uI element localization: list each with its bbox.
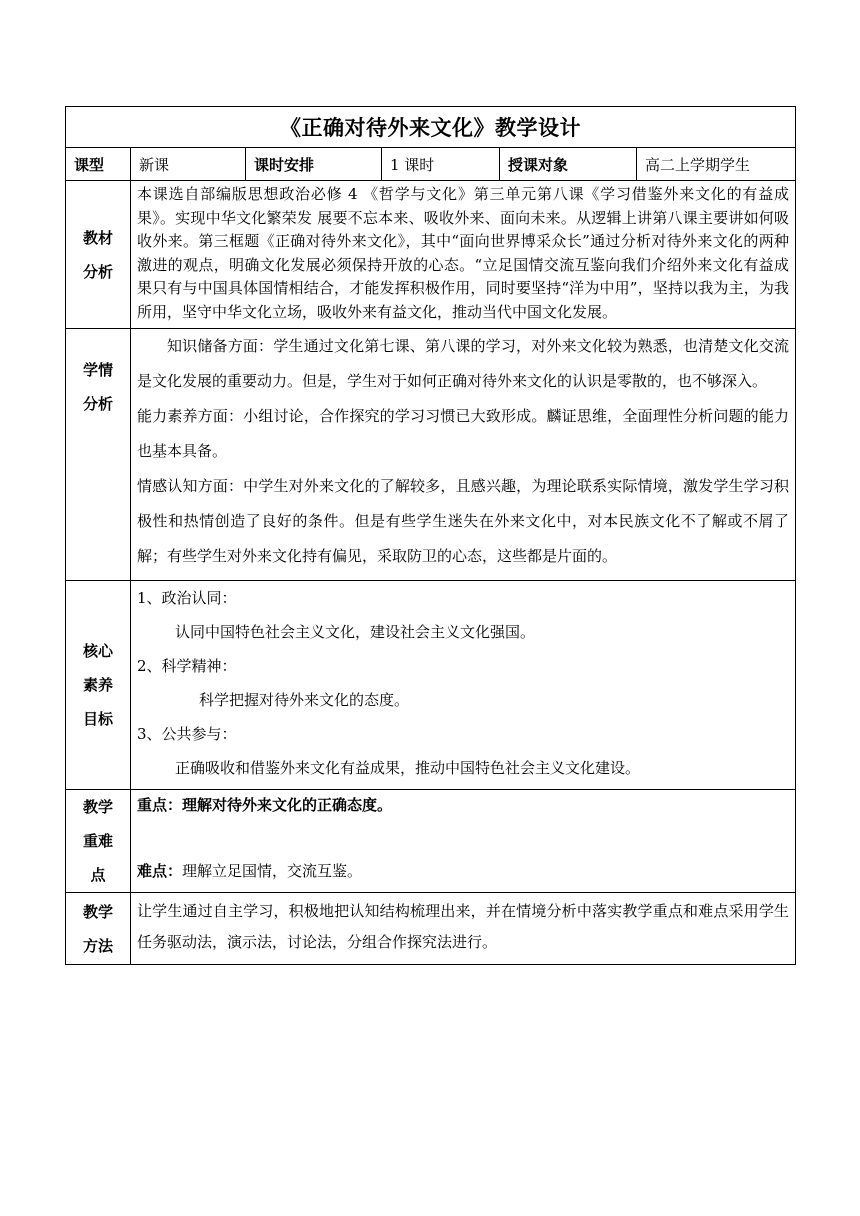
students-ability: 能力素养方面：小组讨论，合作探究的学习习惯已大致形成。麟证思维，全面理性分析问题的能力也基本具备。 <box>137 407 790 460</box>
meta-row <box>66 148 796 181</box>
schedule-value: 1 课时 <box>382 148 500 181</box>
keypoints-label: 教学 重难 点 <box>66 790 131 893</box>
difficult-point-label: 难点： <box>137 862 183 880</box>
material-text: 本课选自部编版思想政治必修 4 《哲学与文化》第三单元第八课《学习借鉴外来文化的有益成果》。实现中华文化繁荣发 展要不忘本来、吸收外来、面向未来。从逻辑上讲第八课主要讲如何吸收外来。第三框题《正确对待外来文化》，其中“面向世界博采众长”通过分析对待外来文化的两种激进的观点，明确文化发展必须保持开放的心态。“立足国情交流互鉴向我们介绍外来文化有益成果只有与中国具体国情相结合，才能发挥积极作用，同时要坚持“洋为中用”，坚持以我为主，为我所用，坚守中华文化立场，吸收外来有益文化，推动当代中国文化发展。 <box>131 181 796 329</box>
key-point: 重点：理解对待外来文化的正确态度。 <box>137 796 393 814</box>
difficult-point <box>137 859 789 883</box>
literacy-label: 核心 素养 目标 <box>66 581 131 790</box>
keypoints-row <box>66 790 796 893</box>
literacy-item-3-title: 3、公共参与： <box>137 725 237 743</box>
method-label: 教学 方法 <box>66 893 131 965</box>
literacy-item-1-text: 认同中国特色社会主义文化，建设社会主义文化强国。 <box>175 623 536 641</box>
literacy-item-3-text: 正确吸收和借鉴外来文化有益成果，推动中国特色社会主义文化建设。 <box>175 759 641 777</box>
method-text: 让学生通过自主学习，积极地把认知结构梳理出来，并在情境分析中落实教学重点和难点采用学生任务驱动法，演示法，讨论法，分组合作探究法进行。 <box>131 893 796 965</box>
students-emotion: 情感认知方面：中学生对外来文化的了解较多，且感兴趣，为理论联系实际情境，激发学生学习积极性和热情创造了良好的条件。但是有些学生迷失在外来文化中，对本民族文化不了解或不屑了解；有些学生对外来文化持有偏见，采取防卫的心态，这些都是片面的。 <box>137 477 790 565</box>
literacy-item-1-title: 1、政治认同： <box>137 589 237 607</box>
material-row <box>66 181 796 329</box>
type-value: 新课 <box>131 148 246 181</box>
literacy-goals <box>131 581 796 790</box>
literacy-item-2-text: 科学把握对待外来文化的态度。 <box>199 691 410 709</box>
keypoints-text <box>131 790 796 893</box>
students-text <box>131 329 796 581</box>
audience-value: 高二上学期学生 <box>637 148 796 181</box>
students-row <box>66 329 796 581</box>
schedule-label: 课时安排 <box>246 148 382 181</box>
literacy-row <box>66 581 796 790</box>
material-label: 教材 分析 <box>66 181 131 329</box>
document-title: 《正确对待外来文化》教学设计 <box>66 107 796 148</box>
difficult-point-text: 理解立足国情，交流互鉴。 <box>182 862 363 880</box>
method-row <box>66 893 796 965</box>
literacy-item-2-title: 2、科学精神： <box>137 657 237 675</box>
students-label: 学情 分析 <box>66 329 131 581</box>
lesson-plan-table <box>65 106 796 965</box>
lesson-plan-document <box>65 106 795 965</box>
audience-label: 授课对象 <box>500 148 637 181</box>
type-label: 课型 <box>66 148 131 181</box>
students-knowledge: 知识储备方面：学生通过文化第七课、第八课的学习，对外来文化较为熟悉，也清楚文化交流是文化发展的重要动力。但是，学生对于如何正确对待外来文化的认识是零散的，也不够深入。 <box>137 337 790 390</box>
